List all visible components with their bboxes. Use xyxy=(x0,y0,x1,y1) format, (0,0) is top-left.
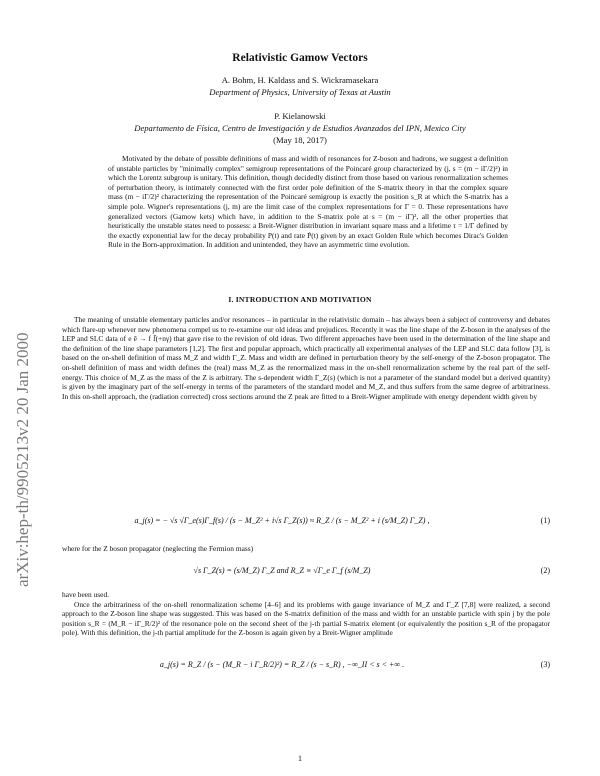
authors-line-1: A. Bohm, H. Kaldass and S. Wickramasekara xyxy=(221,75,379,85)
arxiv-stamp-svg xyxy=(8,212,36,592)
paragraph-text: The meaning of unstable elementary particles and/or resonances – in particular in the relativistic domain – has always been a subject of controversy and debates which flare-up whenever new phenomena compel us to re-examine our old ideas and prejudices. Recently it was the line shape of the Z-boson in the analyses of the LEP and SLC data of e ē → f f̄(+nγ) that gave rise to the revision of old ideas. Two different approaches have been used in the determination of the line shape and the definition of the line shape parameters [1,2]. The first and popular approach, which practically all experimental analyses of the LEP and SLC data follow [3], is based on the on-shell definition of mass M_Z and width Γ_Z. Mass and width are defined in perturbation theory by the self-energy of the Z-boson propagator. The on-shell definition of mass and width defines the (real) mass M_Z as the renormalized mass in the on-shell renormalization scheme by the real part of the self-energy. This choice of M_Z as the mass of the Z is arbitrary. The s-dependent width Γ_Z(s) (which is not a parameter of the standard model but a derived quantity) is given by the imaginary part of the self-energy in terms of the parameters of the standard model and M_Z, and thus suffers from the same degree of arbitrariness. In this on-shell approach, the (radiation corrected) cross sections around the Z peak are fitted to a Breit-Wigner amplitude with energy dependent width given by xyxy=(62,315,550,401)
equation-1 xyxy=(62,512,550,534)
abstract-text: Motivated by the debate of possible definitions of mass and width of resonances for Z-boson and hadrons, we suggest a definition of unstable particles by "minimally complex" semigroup representations of the Poincaré group characterized by (j, s = (m − iΓ/2)²) in which the Lorentz subgroup is unitary. This definition, though decidedly distinct from those based on various renormalization schemes of perturbation theory, is intimately connected with the first order pole definition of the S-matrix theory in that the complex square mass (m − iΓ/2)² characterizing the representation of the Poincaré semigroup is exactly the position s_R at which the S-matrix has a simple pole. Wigner's representations (j, m) are the limit case of the complex representations for Γ = 0. These representations have generalized vectors (Gamow kets) which have, in addition to the S-matrix pole at s = (m − iΓ)², all the other properties that heuristically the unstable states need to possess: a Breit-Wigner distribution in invariant square mass and a lifetime τ = 1/Γ defined by the exactly exponential law for the decay probability P(t) and rate Ṗ(t) given by an exact Golden Rule which becomes Dirac's Golden Rule in the Born-approximation. In addition and unintended, they have an asymmetric time evolution. xyxy=(108,154,508,250)
page-number: 1 xyxy=(298,754,302,763)
abstract xyxy=(108,154,508,250)
paper-title: Relativistic Gamow Vectors xyxy=(232,52,368,64)
affiliation-2: Departamento de Física, Centro de Investigación y de Estudios Avanzados del IPN, Mexico City xyxy=(134,123,466,133)
intro-paragraph-1 xyxy=(62,315,550,401)
intro-paragraph-3 xyxy=(62,590,550,638)
equation-1-number: (1) xyxy=(540,516,550,525)
equation-3 xyxy=(62,656,550,678)
paragraph-text: have been used. xyxy=(62,590,109,599)
equation-3-expr: a_j(s) = R_Z / (s − (M_R − i Γ_R/2)²) = R_Z / (s − s_R) , −∞_II < s < +∞ . xyxy=(159,660,405,669)
equation-3-number: (3) xyxy=(540,660,550,669)
equation-1-expr: a_j(s) = − √s √Γ_e(s)Γ_f(s) / (s − M_Z² + i√s Γ_Z(s)) ≈ R_Z / (s − M_Z² + i (s/M_Z) Γ_Z) , xyxy=(134,516,430,525)
equation-2-number: (2) xyxy=(540,566,550,575)
affiliation-1: Department of Physics, University of Texas at Austin xyxy=(209,87,391,97)
arxiv-stamp xyxy=(8,212,36,592)
section-heading: I. INTRODUCTION AND MOTIVATION xyxy=(228,295,372,304)
arxiv-id-text: arXiv:hep-th/9905213v2 20 Jan 2000 xyxy=(13,332,32,587)
intro-paragraph-2 xyxy=(62,544,550,554)
date-line: (May 18, 2017) xyxy=(273,135,327,145)
authors-line-2: P. Kielanowski xyxy=(274,111,326,121)
paragraph-text: where for the Z boson propagator (neglecting the Fermion mass) xyxy=(62,544,254,553)
paragraph-text: Once the arbitrariness of the on-shell renormalization scheme [4–6] and its problems with gauge invariance of M_Z and Γ_Z [7,8] were realized, a second approach to the Z-boson line shape was suggested. This was based on the S-matrix definition of the mass and width for an unstable particle with spin j by the pole position s_R = (M_R − iΓ_R/2)² of the resonance pole on the second sheet of the j-th partial S-matrix element (or equivalently the position s_R of the propagator pole). With this definition, the j-th partial amplitude for the Z-boson is again given by a Breit-Wigner amplitude xyxy=(62,599,550,638)
equation-2-expr: √s Γ_Z(s) = (s/M_Z) Γ_Z and R_Z ≡ √Γ_e Γ_f (s/M_Z) xyxy=(193,566,371,575)
equation-2 xyxy=(62,562,550,584)
